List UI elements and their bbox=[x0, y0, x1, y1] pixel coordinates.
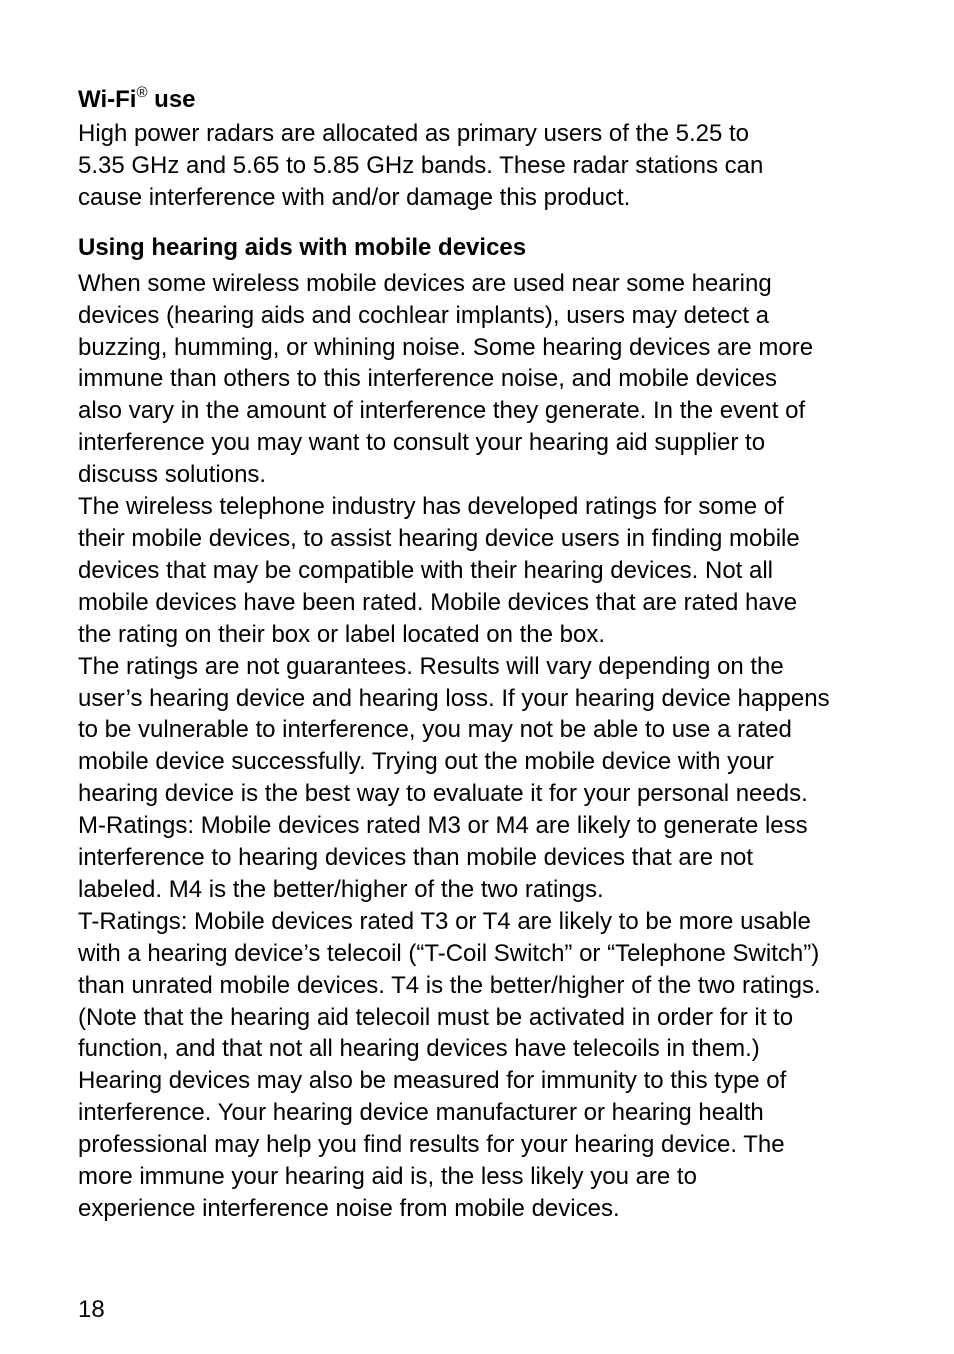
text-line: also vary in the amount of interference they generate. In the event of bbox=[78, 397, 806, 425]
text-line: High power radars are allocated as primary users of the 5.25 to bbox=[78, 120, 750, 147]
text-line: T-Ratings: Mobile devices rated T3 or T4 are likely to be more usable bbox=[78, 907, 811, 935]
text-line: to be vulnerable to interference, you may not be able to use a rated bbox=[78, 716, 792, 744]
text-line: Hearing devices may also be measured for immunity to this type of bbox=[78, 1067, 787, 1095]
text-line: professional may help you find results for your hearing device. The bbox=[78, 1131, 785, 1159]
text-line: The wireless telephone industry has developed ratings for some of bbox=[78, 493, 784, 521]
paragraph-wifi-radar bbox=[78, 118, 878, 214]
registered-trademark-mark: ® bbox=[136, 84, 148, 101]
text-line: more immune your hearing aid is, the less likely you are to bbox=[78, 1163, 697, 1191]
page-number: 18 bbox=[78, 1296, 105, 1323]
text-line: labeled. M4 is the better/higher of the two ratings. bbox=[78, 875, 604, 903]
text-line: than unrated mobile devices. T4 is the better/higher of the two ratings. bbox=[78, 971, 821, 999]
text-line: interference. Your hearing device manufacturer or hearing health bbox=[78, 1099, 764, 1127]
paragraph-immunity bbox=[78, 1065, 878, 1225]
paragraph-m-ratings bbox=[78, 810, 878, 906]
text-line: (Note that the hearing aid telecoil must be activated in order for it to bbox=[78, 1003, 794, 1031]
text-line: experience interference noise from mobile devices. bbox=[78, 1195, 620, 1222]
text-line: their mobile devices, to assist hearing device users in finding mobile bbox=[78, 524, 800, 552]
text-line: interference you may want to consult your hearing aid supplier to bbox=[78, 429, 766, 457]
paragraph-industry-ratings bbox=[78, 491, 878, 651]
text-line: the rating on their box or label located on the box. bbox=[78, 620, 606, 648]
paragraph-t-ratings bbox=[78, 906, 878, 1066]
text-line: mobile devices have been rated. Mobile devices that are rated have bbox=[78, 588, 798, 616]
text-line: mobile device successfully. Trying out the mobile device with your bbox=[78, 748, 774, 776]
text-line: discuss solutions. bbox=[78, 461, 267, 489]
heading-text: Wi-Fi bbox=[78, 86, 137, 113]
section-heading-wifi-use bbox=[78, 84, 878, 116]
text-line: 5.35 GHz and 5.65 to 5.85 GHz bands. These radar stations can bbox=[78, 151, 764, 179]
text-line: M-Ratings: Mobile devices rated M3 or M4 are likely to generate less bbox=[78, 812, 808, 840]
text-line: buzzing, humming, or whining noise. Some hearing devices are more bbox=[78, 333, 814, 361]
text-line: hearing device is the best way to evaluate it for your personal needs. bbox=[78, 780, 808, 808]
text-line: devices that may be compatible with their hearing devices. Not all bbox=[78, 556, 774, 584]
section-heading-hearing-aids: Using hearing aids with mobile devices bbox=[78, 233, 527, 261]
text-line: with a hearing device’s telecoil (“T-Coil Switch” or “Telephone Switch”) bbox=[78, 939, 820, 967]
text-line: user’s hearing device and hearing loss. If your hearing device happens bbox=[78, 684, 830, 712]
text-line: devices (hearing aids and cochlear implants), users may detect a bbox=[78, 301, 770, 329]
paragraph-interference-noise bbox=[78, 268, 878, 491]
text-line: When some wireless mobile devices are used near some hearing bbox=[78, 269, 772, 297]
text-line: interference to hearing devices than mobile devices that are not bbox=[78, 844, 754, 872]
text-line: immune than others to this interference noise, and mobile devices bbox=[78, 365, 778, 393]
document-page bbox=[78, 84, 878, 1225]
text-line: The ratings are not guarantees. Results will vary depending on the bbox=[78, 652, 784, 680]
paragraph-ratings-not-guarantees bbox=[78, 651, 878, 811]
text-line: cause interference with and/or damage this product. bbox=[78, 183, 631, 211]
text-line: function, and that not all hearing devices have telecoils in them.) bbox=[78, 1035, 760, 1063]
heading-suffix: use bbox=[147, 86, 196, 113]
